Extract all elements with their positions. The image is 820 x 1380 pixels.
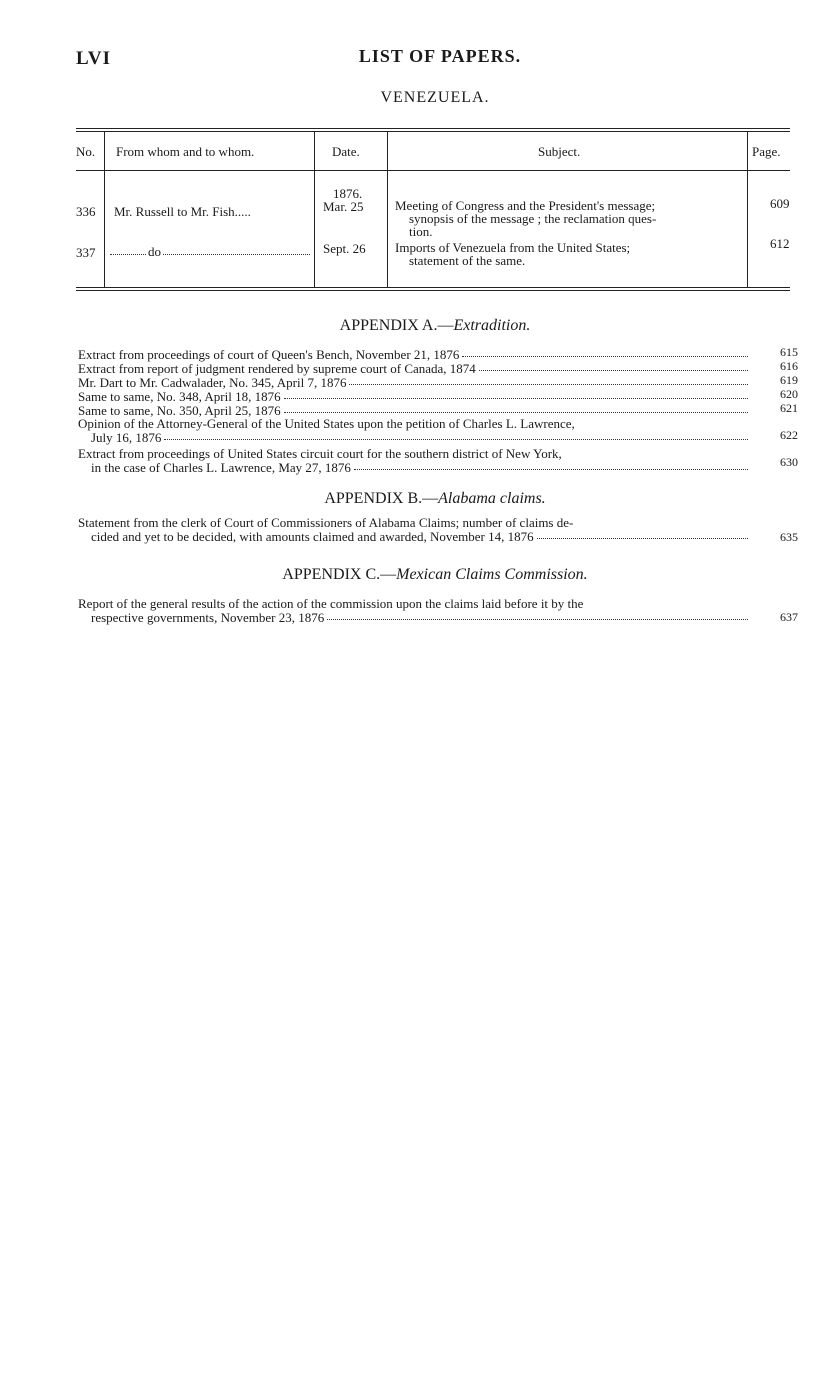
running-head: LIST OF PAPERS. xyxy=(358,46,522,66)
page-ref: 635 xyxy=(780,530,798,544)
page-ref: 621 xyxy=(780,401,798,415)
dot-leader xyxy=(354,462,748,470)
row-subject: Imports of Venezuela from the United States; statement of the same. xyxy=(395,240,631,268)
col-header-no: No. xyxy=(76,144,96,159)
dot-leader xyxy=(327,612,748,620)
table-top-rule-2 xyxy=(76,131,790,132)
row-date: Mar. 25 xyxy=(323,199,364,214)
dot-leader xyxy=(163,245,310,255)
page-ref: 615 xyxy=(780,345,798,359)
col-header-page: Page. xyxy=(752,144,781,159)
row-year: 1876. xyxy=(333,186,363,201)
row-subject: Meeting of Congress and the President's message; synopsis of the message ; the reclamation ques- tion. xyxy=(395,198,657,239)
list-item: Extract from report of judgment rendered by supreme court of Canada, 1874 xyxy=(78,363,750,374)
dot-leader xyxy=(537,531,748,539)
section-title: VENEZUELA. xyxy=(380,89,490,106)
list-item: Mr. Dart to Mr. Cadwalader, No. 345, April 7, 1876 xyxy=(78,377,750,388)
appendix-c-title: APPENDIX C.—Mexican Claims Commission. xyxy=(282,566,588,583)
list-item: Extract from proceedings of United States circuit court for the southern district of New York, in the case of Charles L. Lawrence, May 27, 1876 xyxy=(78,448,750,473)
dot-leader xyxy=(284,391,748,399)
row-from-to-ditto: do xyxy=(110,245,310,258)
col-header-date: Date. xyxy=(332,144,360,159)
col-divider xyxy=(314,131,315,287)
page-ref: 616 xyxy=(780,359,798,373)
appendix-a-title: APPENDIX A.—Extradition. xyxy=(339,317,531,334)
page-ref: 619 xyxy=(780,373,798,387)
list-item: Opinion of the Attorney-General of the United States upon the petition of Charles L. Lawrence, July 16, 1876 xyxy=(78,418,750,443)
row-date: Sept. 26 xyxy=(323,241,366,256)
dot-leader xyxy=(462,349,748,357)
list-item: Report of the general results of the action of the commission upon the claims laid before it by the respective governments, November 23, 1876 xyxy=(78,598,750,623)
row-page: 612 xyxy=(770,236,790,251)
row-page: 609 xyxy=(770,196,790,211)
list-item: Extract from proceedings of court of Queen's Bench, November 21, 1876 xyxy=(78,349,750,360)
list-item: Same to same, No. 348, April 18, 1876 xyxy=(78,391,750,402)
dot-leader xyxy=(110,245,146,255)
col-divider xyxy=(387,131,388,287)
row-from-to: Mr. Russell to Mr. Fish..... xyxy=(114,204,251,219)
col-header-subject: Subject. xyxy=(538,144,581,159)
table-header-rule xyxy=(76,170,790,171)
table-top-rule xyxy=(76,128,790,129)
row-number: 336 xyxy=(76,204,96,219)
list-item: Statement from the clerk of Court of Commissioners of Alabama Claims; number of claims de- cided and yet to be decided, with amounts claimed and awarded, November 14, 1876 xyxy=(78,517,750,542)
page-ref: 620 xyxy=(780,387,798,401)
dot-leader xyxy=(284,405,748,413)
page-number: LVI xyxy=(76,48,112,69)
dot-leader xyxy=(349,377,748,385)
appendix-b-title: APPENDIX B.—Alabama claims. xyxy=(324,490,546,507)
dot-leader xyxy=(479,363,748,371)
page-ref: 630 xyxy=(780,455,798,469)
row-number: 337 xyxy=(76,245,96,260)
page-ref: 637 xyxy=(780,610,798,624)
table-bottom-rule xyxy=(76,287,790,288)
col-divider xyxy=(104,131,105,287)
col-header-from-to: From whom and to whom. xyxy=(116,144,255,159)
dot-leader xyxy=(164,432,748,440)
col-divider xyxy=(747,131,748,287)
page-ref: 622 xyxy=(780,428,798,442)
list-item: Same to same, No. 350, April 25, 1876 xyxy=(78,405,750,416)
table-bottom-rule-2 xyxy=(76,290,790,291)
